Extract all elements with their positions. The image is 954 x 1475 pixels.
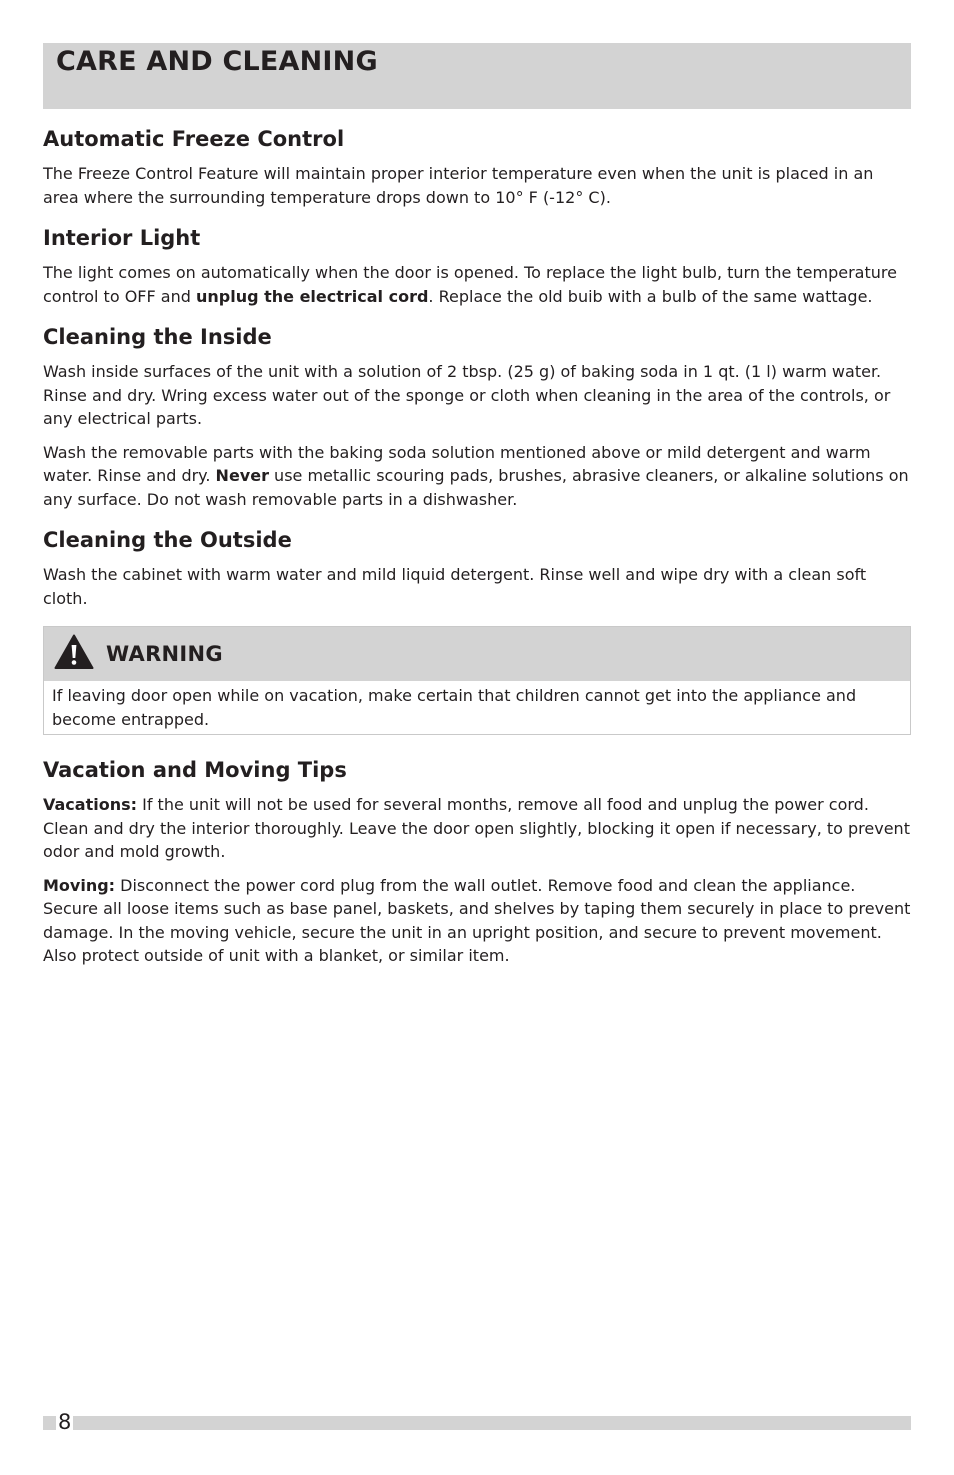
section-heading: Cleaning the Outside	[43, 528, 292, 552]
emphasis-text: Never	[215, 466, 269, 485]
section-paragraph: Wash inside surfaces of the unit with a solution of 2 tbsp. (25 g) of baking soda in 1 qt. (1 l) warm water. Rinse and dry. Wring excess water out of the sponge or cloth when cleaning in the area of the controls, or any electrical parts.	[43, 362, 891, 428]
emphasis-text: unplug the electrical cord	[195, 286, 429, 306]
section-paragraph	[43, 441, 911, 512]
section-heading: Automatic Freeze Control	[43, 127, 345, 151]
paragraph-text: use metallic scouring pads, brushes, abrasive cleaners, or alkaline solutions on any surface. Do not wash removable parts in a dishwasher.	[43, 466, 909, 509]
paragraph-text: The light comes on automatically when the door is opened. To replace the light bulb, turn the temperature control to OFF and	[43, 263, 897, 306]
section-heading: Vacation and Moving Tips	[43, 758, 347, 782]
paragraph-text: Wash the removable parts with the baking soda solution mentioned above or mild detergent and warm water. Rinse and dry.	[43, 442, 871, 485]
section-cleaning-inside	[43, 322, 911, 511]
section-paragraph	[43, 874, 911, 968]
section-paragraph: Wash the cabinet with warm water and mild liquid detergent. Rinse well and wipe dry with a clean soft cloth.	[43, 565, 867, 608]
warning-triangle-icon	[54, 634, 94, 674]
section-heading: Cleaning the Inside	[43, 325, 272, 349]
warning-text: If leaving door open while on vacation, make certain that children cannot get into the appliance and become entrapped.	[52, 686, 857, 729]
section-vacation-moving-tips	[43, 755, 911, 968]
paragraph-text: . Replace the old buib with a bulb of the same wattage.	[428, 286, 873, 306]
section-cleaning-outside	[43, 525, 911, 610]
vacations-label: Vacations:	[43, 795, 138, 814]
paragraph-text: If the unit will not be used for several months, remove all food and unplug the power cord. Clean and dry the interior thoroughly. Leave the door open slightly, blocking it open if necessary, to prevent odor and mold growth.	[43, 795, 910, 861]
page-footer-band	[43, 1416, 911, 1430]
page-header-band	[43, 43, 911, 109]
paragraph-text: Disconnect the power cord plug from the wall outlet. Remove food and clean the appliance. Secure all loose items such as base panel, baskets, and shelves by taping them securely in place to prevent damage. In the moving vehicle, secure the unit in an upright position, and secure to prevent movement. Also protect outside of unit with a blanket, or similar item.	[43, 875, 911, 965]
section-paragraph	[43, 793, 911, 864]
warning-title: WARNING	[106, 642, 223, 666]
page-content	[43, 124, 911, 982]
warning-header	[44, 627, 910, 681]
section-interior-light	[43, 223, 911, 308]
warning-box	[43, 626, 911, 735]
section-paragraph: The Freeze Control Feature will maintain proper interior temperature even when the unit is placed in an area where the surrounding temperature drops down to 10° F (-12° C).	[43, 164, 874, 207]
section-heading: Interior Light	[43, 226, 201, 250]
page-number: 8	[58, 1410, 72, 1434]
moving-label: Moving:	[43, 875, 116, 895]
page-title: CARE AND CLEANING	[56, 46, 378, 77]
section-paragraph	[43, 261, 911, 308]
section-automatic-freeze-control	[43, 124, 911, 209]
